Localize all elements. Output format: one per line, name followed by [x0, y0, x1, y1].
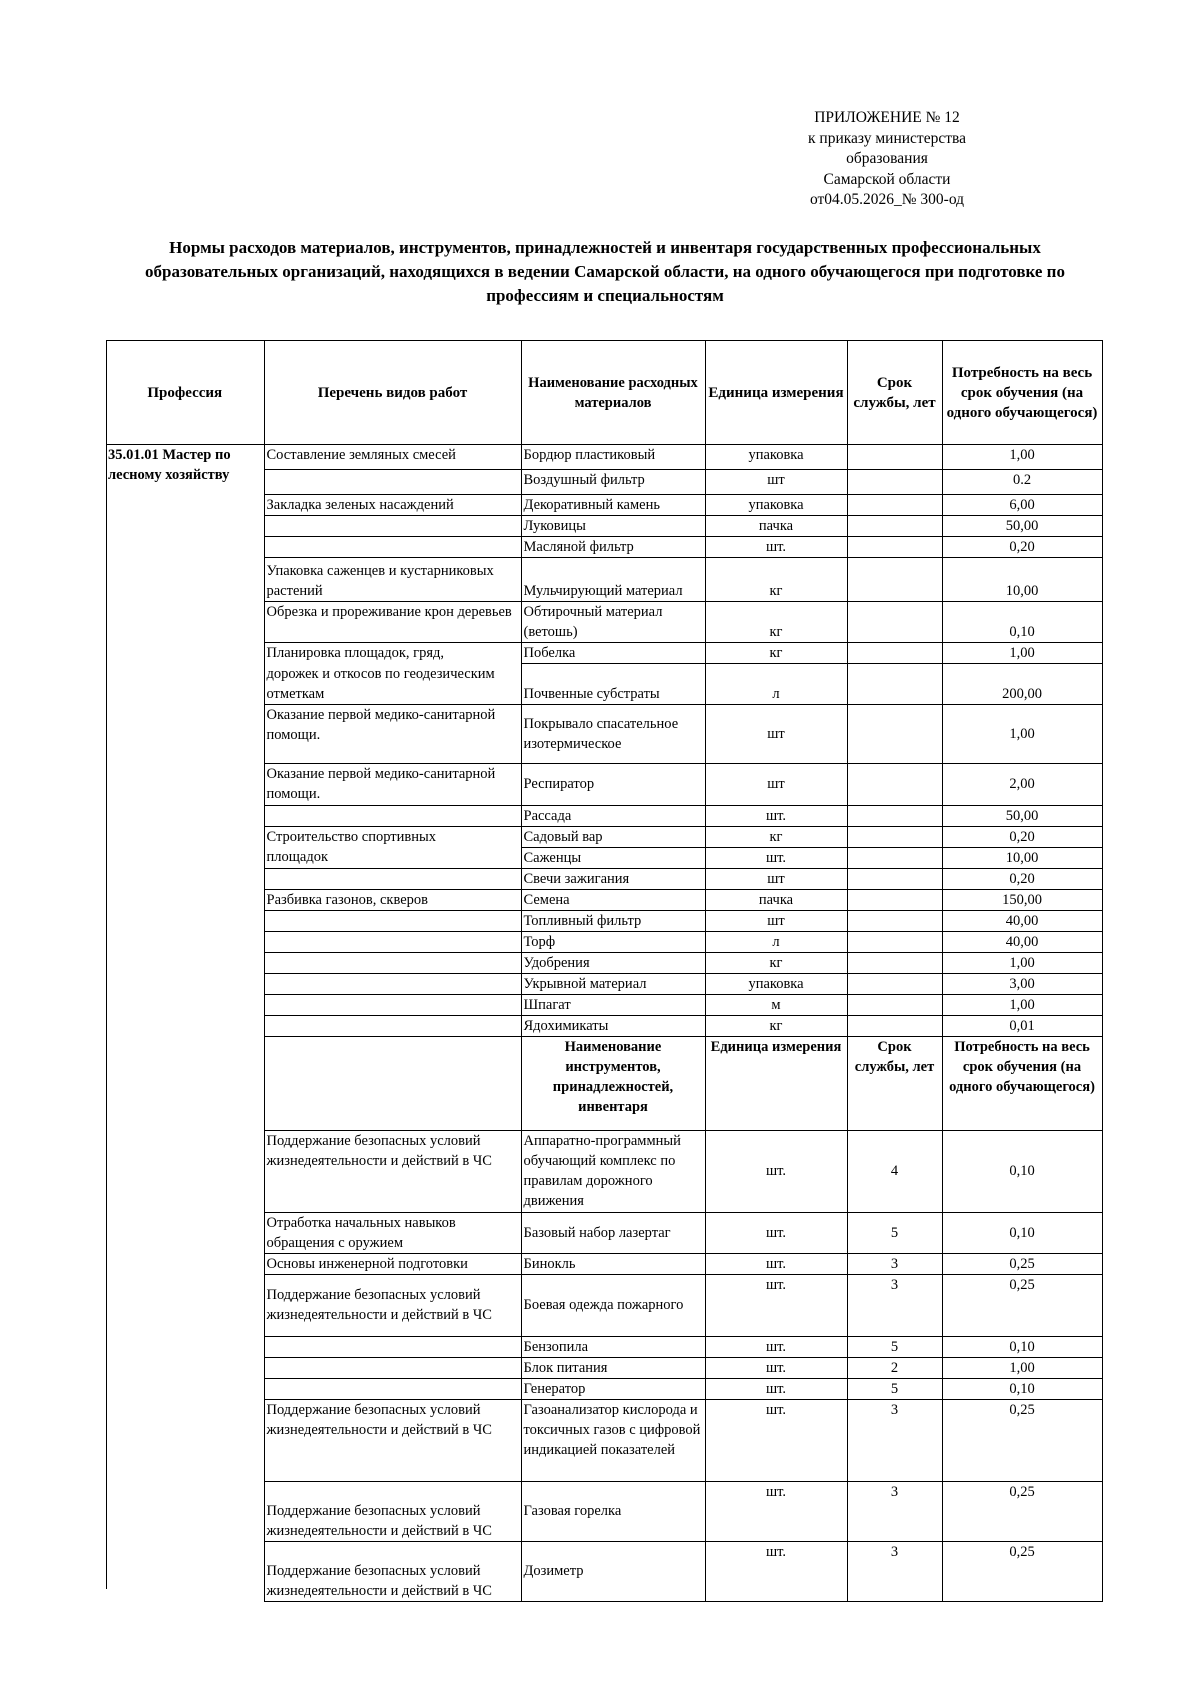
unit-cell: пачка: [705, 516, 847, 537]
need-cell: 0,25: [942, 1399, 1102, 1481]
name-cell: Бордюр пластиковый: [521, 445, 705, 470]
profession-cell: 35.01.01 Мастер по лесному хозяйству: [106, 445, 264, 1602]
name-cell: Блок питания: [521, 1357, 705, 1378]
term-cell: [847, 952, 942, 973]
need-cell: 1,00: [942, 643, 1102, 664]
term-cell: 3: [847, 1253, 942, 1274]
term-cell: 3: [847, 1399, 942, 1481]
unit-cell: упаковка: [705, 445, 847, 470]
need-cell: 2,00: [942, 763, 1102, 805]
appendix-ministry: образования: [846, 150, 928, 167]
need-cell: 3,00: [942, 973, 1102, 994]
work-cell: [264, 868, 521, 889]
name-cell: Дозиметр: [521, 1541, 705, 1601]
unit-cell: м: [705, 994, 847, 1015]
term-cell: [847, 537, 942, 558]
term-cell: [847, 516, 942, 537]
unit-cell: шт: [705, 470, 847, 495]
need-cell: 150,00: [942, 889, 1102, 910]
need-cell: 0,25: [942, 1541, 1102, 1601]
need-cell: 0,20: [942, 537, 1102, 558]
work-cell: Поддержание безопасных условий жизнедеятельности и действий в ЧС: [264, 1130, 521, 1212]
term-cell: [847, 643, 942, 664]
name-cell: Покрывало спасательное изотермическое: [521, 704, 705, 763]
table-header-row: [106, 341, 1102, 445]
name-cell: Масляной фильтр: [521, 537, 705, 558]
unit-cell: кг: [705, 643, 847, 664]
norms-table: [106, 340, 1103, 1602]
need-cell: 6,00: [942, 495, 1102, 516]
unit-cell: л: [705, 931, 847, 952]
header-works: Перечень видов работ: [264, 341, 521, 445]
unit-cell: кг: [705, 952, 847, 973]
name-cell: Воздушный фильтр: [521, 470, 705, 495]
need-cell: 0,25: [942, 1274, 1102, 1336]
work-cell: Строительство спортивных: [264, 826, 521, 847]
term-cell: [847, 973, 942, 994]
term-cell: [847, 445, 942, 470]
name-cell: Бинокль: [521, 1253, 705, 1274]
unit-cell: шт.: [705, 1541, 847, 1601]
unit-cell: шт.: [705, 1481, 847, 1541]
need-cell: 10,00: [942, 558, 1102, 602]
unit-cell: шт.: [705, 847, 847, 868]
table-row: [106, 445, 1102, 470]
work-cell: Составление земляных смесей: [264, 445, 521, 470]
term-cell: [847, 847, 942, 868]
need-cell: 0,10: [942, 1336, 1102, 1357]
work-cell: Разбивка газонов, скверов: [264, 889, 521, 910]
term-cell: [847, 664, 942, 705]
work-cell: [264, 1357, 521, 1378]
work-cell: Отработка начальных навыков обращения с оружием: [264, 1212, 521, 1253]
unit-cell: шт: [705, 763, 847, 805]
work-cell: [264, 805, 521, 826]
name-cell: Луковицы: [521, 516, 705, 537]
work-cell: Поддержание безопасных условий жизнедеятельности и действий в ЧС: [264, 1274, 521, 1336]
name-cell: Генератор: [521, 1378, 705, 1399]
term-cell: 2: [847, 1357, 942, 1378]
term-cell: 3: [847, 1541, 942, 1601]
work-cell: Основы инженерной подготовки: [264, 1253, 521, 1274]
need-cell: 0,20: [942, 826, 1102, 847]
work-cell: [264, 1378, 521, 1399]
unit-cell: пачка: [705, 889, 847, 910]
name-cell: Обтирочный материал (ветошь): [521, 602, 705, 643]
name-cell: Базовый набор лазертаг: [521, 1212, 705, 1253]
unit-cell: шт: [705, 868, 847, 889]
term-cell: 5: [847, 1212, 942, 1253]
need-cell: 0.2: [942, 470, 1102, 495]
need-cell: 1,00: [942, 704, 1102, 763]
term-cell: [847, 931, 942, 952]
unit-cell: шт.: [705, 1378, 847, 1399]
header2-unit: Единица измерения: [705, 1036, 847, 1130]
name-cell: Бензопила: [521, 1336, 705, 1357]
need-cell: 0,25: [942, 1253, 1102, 1274]
name-cell: Семена: [521, 889, 705, 910]
name-cell: Садовый вар: [521, 826, 705, 847]
unit-cell: кг: [705, 602, 847, 643]
term-cell: [847, 558, 942, 602]
term-cell: [847, 1015, 942, 1036]
need-cell: 0,10: [942, 602, 1102, 643]
unit-cell: шт: [705, 910, 847, 931]
unit-cell: шт: [705, 704, 847, 763]
term-cell: [847, 889, 942, 910]
need-cell: 0,10: [942, 1130, 1102, 1212]
need-cell: 0,10: [942, 1212, 1102, 1253]
header2-name: Наименование инструментов, принадлежностей, инвентаря: [521, 1036, 705, 1130]
work-cell: [264, 537, 521, 558]
work-cell: [264, 1336, 521, 1357]
term-cell: [847, 805, 942, 826]
term-cell: 4: [847, 1130, 942, 1212]
header-profession: Профессия: [106, 341, 264, 445]
unit-cell: кг: [705, 826, 847, 847]
term-cell: [847, 470, 942, 495]
term-cell: [847, 994, 942, 1015]
header-name: Наименование расходных материалов: [521, 341, 705, 445]
name-cell: Мульчирующий материал: [521, 558, 705, 602]
name-cell: Удобрения: [521, 952, 705, 973]
appendix-block: [762, 108, 1012, 211]
name-cell: Шпагат: [521, 994, 705, 1015]
term-cell: 5: [847, 1378, 942, 1399]
work-cell: [264, 516, 521, 537]
work-cell: [264, 952, 521, 973]
term-cell: [847, 602, 942, 643]
term-cell: [847, 495, 942, 516]
appendix-date: от04.05.2026_№ 300-од: [809, 191, 965, 208]
work-cell: площадок: [264, 847, 521, 868]
need-cell: 50,00: [942, 805, 1102, 826]
unit-cell: л: [705, 664, 847, 705]
need-cell: 0,25: [942, 1481, 1102, 1541]
name-cell: Побелка: [521, 643, 705, 664]
work-cell: [264, 470, 521, 495]
unit-cell: шт.: [705, 805, 847, 826]
name-cell: Свечи зажигания: [521, 868, 705, 889]
header-need: Потребность на весь срок обучения (на одного обучающегося): [942, 341, 1102, 445]
need-cell: 1,00: [942, 445, 1102, 470]
need-cell: 0,10: [942, 1378, 1102, 1399]
need-cell: 40,00: [942, 931, 1102, 952]
need-cell: 50,00: [942, 516, 1102, 537]
work-cell: [264, 910, 521, 931]
name-cell: Саженцы: [521, 847, 705, 868]
term-cell: [847, 763, 942, 805]
term-cell: [847, 868, 942, 889]
unit-cell: шт.: [705, 1253, 847, 1274]
need-cell: 40,00: [942, 910, 1102, 931]
unit-cell: упаковка: [705, 973, 847, 994]
work-cell: Поддержание безопасных условий жизнедеятельности и действий в ЧС: [264, 1481, 521, 1541]
term-cell: 3: [847, 1274, 942, 1336]
unit-cell: шт.: [705, 1130, 847, 1212]
work-cell: Оказание первой медико-санитарной помощи.: [264, 704, 521, 763]
work-cell: дорожек и откосов по геодезическим отметкам: [264, 664, 521, 705]
term-cell: [847, 704, 942, 763]
work-cell: [264, 931, 521, 952]
work-cell: Упаковка саженцев и кустарниковых растений: [264, 558, 521, 602]
header-term: Срок службы, лет: [847, 341, 942, 445]
appendix-number: ПРИЛОЖЕНИЕ № 12: [814, 109, 960, 126]
unit-cell: шт.: [705, 537, 847, 558]
work-cell: [264, 1015, 521, 1036]
header2-term: Срок службы, лет: [847, 1036, 942, 1130]
work-cell: Закладка зеленых насаждений: [264, 495, 521, 516]
name-cell: Газовая горелка: [521, 1481, 705, 1541]
need-cell: 1,00: [942, 952, 1102, 973]
unit-cell: шт.: [705, 1357, 847, 1378]
need-cell: 200,00: [942, 664, 1102, 705]
unit-cell: кг: [705, 558, 847, 602]
term-cell: 3: [847, 1481, 942, 1541]
unit-cell: шт.: [705, 1399, 847, 1481]
work-cell: Оказание первой медико-санитарной помощи.: [264, 763, 521, 805]
name-cell: Торф: [521, 931, 705, 952]
unit-cell: упаковка: [705, 495, 847, 516]
work-cell: [264, 973, 521, 994]
document-title: Нормы расходов материалов, инструментов, принадлежностей и инвентаря государственных профессиональных образовательных организаций, находящихся в ведении Самарской области, на одного обучающегося при подготовке по профессиям и специальностям: [145, 238, 1065, 305]
name-cell: Ядохимикаты: [521, 1015, 705, 1036]
need-cell: 10,00: [942, 847, 1102, 868]
work-cell: [264, 994, 521, 1015]
unit-cell: шт.: [705, 1274, 847, 1336]
work-cell: Планировка площадок, гряд,: [264, 643, 521, 664]
appendix-region: Самарской области: [823, 170, 951, 188]
need-cell: 1,00: [942, 994, 1102, 1015]
work-cell: Обрезка и прореживание крон деревьев: [264, 602, 521, 643]
unit-cell: кг: [705, 1015, 847, 1036]
need-cell: 1,00: [942, 1357, 1102, 1378]
header-unit: Единица измерения: [705, 341, 847, 445]
need-cell: 0,20: [942, 868, 1102, 889]
need-cell: 0,01: [942, 1015, 1102, 1036]
unit-cell: шт.: [705, 1336, 847, 1357]
work-cell: [264, 1036, 521, 1130]
work-cell: Поддержание безопасных условий жизнедеятельности и действий в ЧС: [264, 1541, 521, 1601]
term-cell: 5: [847, 1336, 942, 1357]
name-cell: Топливный фильтр: [521, 910, 705, 931]
name-cell: Декоративный камень: [521, 495, 705, 516]
unit-cell: шт.: [705, 1212, 847, 1253]
name-cell: Рассада: [521, 805, 705, 826]
term-cell: [847, 826, 942, 847]
name-cell: Боевая одежда пожарного: [521, 1274, 705, 1336]
appendix-order: к приказу министерства: [808, 129, 966, 147]
header2-need: Потребность на весь срок обучения (на одного обучающегося): [942, 1036, 1102, 1130]
work-cell: Поддержание безопасных условий жизнедеятельности и действий в ЧС: [264, 1399, 521, 1481]
name-cell: Респиратор: [521, 763, 705, 805]
name-cell: Аппаратно-программный обучающий комплекс по правилам дорожного движения: [521, 1130, 705, 1212]
name-cell: Газоанализатор кислорода и токсичных газов с цифровой индикацией показателей: [521, 1399, 705, 1481]
name-cell: Укрывной материал: [521, 973, 705, 994]
term-cell: [847, 910, 942, 931]
name-cell: Почвенные субстраты: [521, 664, 705, 705]
